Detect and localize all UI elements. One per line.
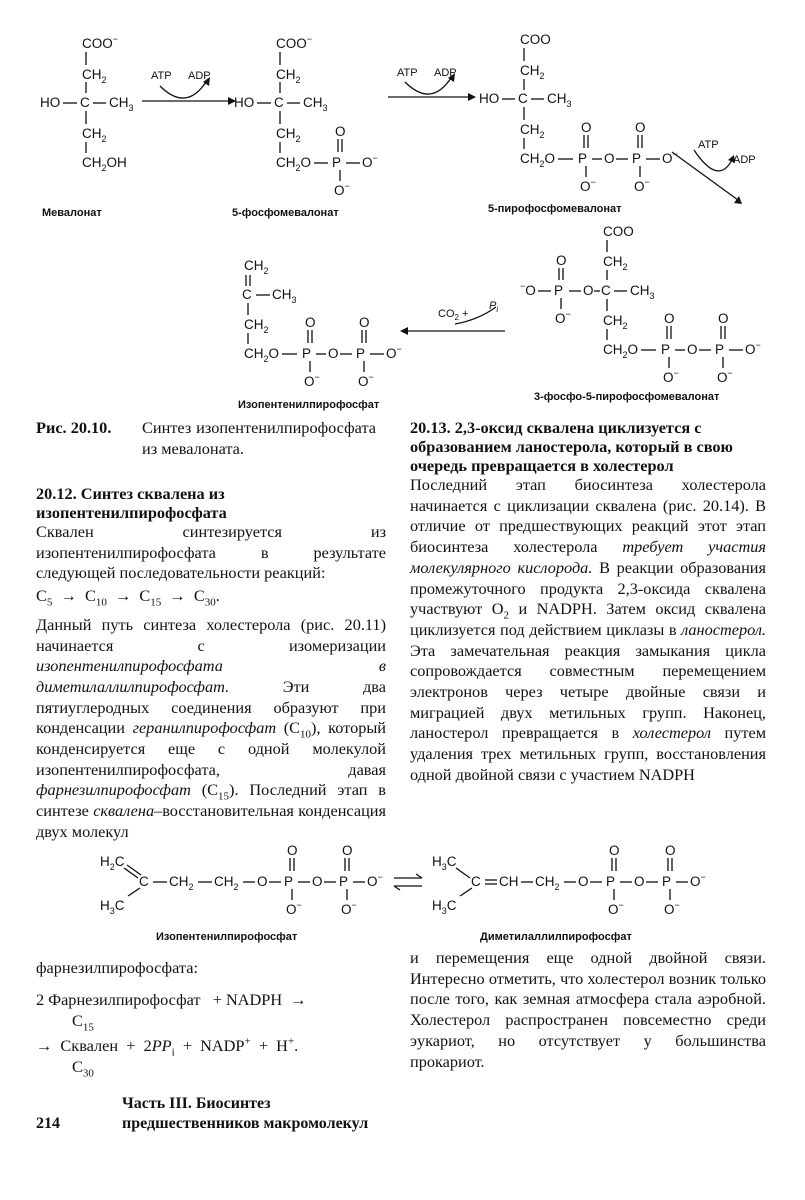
left-paragraph-1: Сквален синтезируется из изопентенилпирофосфата в результате следующей последовательности реакций:	[36, 522, 386, 583]
svg-text:O: O	[687, 342, 698, 357]
svg-text:C: C	[601, 283, 611, 298]
svg-text:O−: O−	[367, 872, 383, 889]
svg-text:O−: O−	[717, 368, 733, 385]
pyrophosphomevalonate-structure	[479, 32, 678, 194]
figure-isomerization	[0, 830, 805, 950]
svg-text:O−: O−	[304, 372, 320, 389]
svg-text:O: O	[634, 874, 645, 889]
svg-text:O: O	[581, 120, 592, 135]
squalene-equation-sub-2: $C_{30}$	[72, 1057, 94, 1080]
svg-text:CH2: $CH_2$	[603, 313, 628, 331]
label-pyrophosphomevalonate: 5-пирофосфомевалонат	[488, 203, 622, 215]
svg-text:O−: O−	[663, 368, 679, 385]
svg-text:−O: −O	[520, 281, 536, 298]
reaction-arrow-2	[388, 67, 476, 101]
svg-text:CH3: $CH_3$	[109, 95, 134, 113]
svg-text:CH2: $CH_2$	[82, 67, 107, 85]
svg-text:O−: O−	[608, 900, 624, 917]
reaction-arrow-1	[142, 70, 236, 105]
svg-text:P: P	[339, 874, 349, 889]
svg-text:Pi: $P_i$	[489, 300, 499, 314]
label-mevalonate: Мевалонат	[42, 207, 102, 219]
svg-text:P: P	[302, 346, 312, 361]
figure-caption	[36, 418, 376, 459]
right-paragraph: Последний этап биосинтеза холестерола начинается с циклизации сквалена (рис. 20.14). В отличие от предшествующих реакций этот этап биосинтеза холестерола требует участия молекулярного кислорода. В реакции образования промежуточного продукта 2,3-оксида сквалена участвуют $O_2$ и NADPH. Затем оксид сквалена циклизуется под действием циклазы в ланостерол. Эта замечательная реакция замыкания цикла сопровождается совместным перемещением электронов через четыре двойные связи и миграцией двух метильных групп. Наконец, ланостерол превращается в холестерол путем удаления трех метильных групп, восстановления одной двойной связи с участием NADPH	[410, 475, 767, 784]
left-column	[36, 484, 386, 843]
svg-text:O−: O−	[341, 900, 357, 917]
bottom-right-column	[410, 948, 766, 1072]
svg-text:CH2: $CH_2$	[276, 67, 301, 85]
svg-text:CH2O: $CH_2O$	[244, 346, 280, 364]
squalene-equation-line-2: → Сквален + $2PP_i$ + NADP+ + H+.	[36, 1035, 299, 1059]
svg-text:P: P	[554, 283, 564, 298]
svg-text:CO2 +: $CO_2$ +	[438, 308, 469, 322]
svg-text:O: O	[342, 843, 353, 858]
reaction-arrow-4	[400, 300, 505, 335]
svg-text:O−: O−	[362, 153, 378, 170]
svg-text:CH2: $CH_2$	[603, 254, 628, 272]
svg-text:COO: COO	[520, 32, 551, 47]
svg-text:P: P	[715, 342, 725, 357]
svg-text:ATP: ATP	[151, 70, 172, 82]
svg-text:ATP: ATP	[698, 139, 719, 151]
section-heading-20-13: 20.13. 2,3-оксид сквалена циклизуется с образованием ланостерола, который в свою очередь превращается в холестерол	[410, 418, 733, 475]
svg-text:CH2: $CH_2$	[244, 258, 269, 276]
svg-text:HO: HO	[40, 95, 61, 110]
svg-text:O: O	[664, 311, 675, 326]
svg-text:O: O	[609, 843, 620, 858]
svg-text:P: P	[356, 346, 366, 361]
svg-text:O−: O−	[580, 177, 596, 194]
phospho-pyrophosphomevalonate-structure	[520, 224, 761, 385]
svg-text:O: O	[718, 311, 729, 326]
svg-text:CH2: $CH_2$	[214, 874, 239, 892]
svg-text:P: P	[662, 874, 672, 889]
label-phosphomevalonate: 5-фосфомевалонат	[232, 207, 339, 219]
svg-text:O: O	[287, 843, 298, 858]
ipp-structure-top	[242, 258, 402, 389]
svg-text:HO: HO	[234, 95, 255, 110]
svg-text:O−: O−	[664, 900, 680, 917]
svg-text:O−: O−	[386, 344, 402, 361]
page-number: 214	[36, 1115, 60, 1132]
svg-text:O−: O−	[745, 340, 761, 357]
svg-text:COO−: COO−	[276, 34, 313, 51]
svg-text:O: O	[635, 120, 646, 135]
svg-text:O−: O−	[358, 372, 374, 389]
bottom-left-column	[36, 958, 386, 979]
svg-text:CH3: $CH_3$	[547, 91, 572, 109]
dmapp-structure	[432, 843, 706, 917]
svg-text:O−: O−	[634, 177, 650, 194]
ipp-structure-mid	[100, 843, 383, 917]
svg-text:C: C	[242, 287, 252, 302]
right-column	[410, 418, 766, 786]
svg-text:COO: COO	[603, 224, 634, 239]
mevalonate-structure	[40, 34, 134, 173]
bottom-right-paragraph: и перемещения еще одной двойной связи. Интересно отметить, что холестерол возник только после того, как земная атмосфера стала аэробной. Холестерол распространен повсеместно среди эукариот, но отсутствует у большинства прокариот.	[410, 948, 766, 1071]
svg-text:P: P	[332, 155, 342, 170]
svg-text:O−: O−	[555, 309, 571, 326]
svg-text:CH3: $CH_3$	[303, 95, 328, 113]
figure-number: Рис. 20.10.	[36, 418, 112, 437]
svg-text:O: O	[312, 874, 323, 889]
svg-text:HO: HO	[479, 91, 500, 106]
squalene-equation-line-1: 2 Фарнезилпирофосфат + NADPH →	[36, 990, 307, 1009]
svg-text:CH: CH	[499, 874, 519, 889]
svg-text:C: C	[80, 95, 90, 110]
svg-text:C: C	[274, 95, 284, 110]
svg-text:CH3: $CH_3$	[272, 287, 297, 305]
phosphomevalonate-structure	[234, 34, 378, 198]
svg-text:O: O	[583, 283, 594, 298]
svg-text:H3C: $H_3C$	[432, 898, 457, 916]
svg-text:ADP: ADP	[434, 67, 457, 79]
svg-text:CH2O: $CH_2O$	[520, 151, 556, 169]
svg-text:CH2O: $CH_2O$	[276, 155, 312, 173]
svg-text:ATP: ATP	[397, 67, 418, 79]
svg-text:O−: O−	[334, 181, 350, 198]
left-paragraph-2: Данный путь синтеза холестерола (рис. 20.11) начинается с изомеризации изопентенилпирофосфата в диметилаллилпирофосфат. Эти два пятиуглеродных соединения образуют при конденсации геранилпирофосфат $(C_{10})$, который конденсируется еще с одной молекулой изопентенилпирофосфата, давая фарнезилпирофосфат $(C_{15})$. Последний этап в синтезе сквалена–восстановительная конденсация двух молекул	[36, 614, 386, 841]
label-ipp-top: Изопентенилпирофосфат	[238, 399, 380, 411]
svg-text:CH2: $CH_2$	[520, 122, 545, 140]
svg-text:O−: O−	[690, 872, 706, 889]
svg-text:H3C: $H_3C$	[432, 854, 457, 872]
svg-text:ADP: ADP	[188, 70, 211, 82]
section-heading-20-12: 20.12. Синтез сквалена из изопентенилпирофосфата	[36, 484, 227, 522]
svg-text:C: C	[518, 91, 528, 106]
running-footer: Часть III. Биосинтез предшественников макромолекул	[122, 1095, 369, 1132]
label-phospho-pyrophosphomevalonate: 3-фосфо-5-пирофосфомевалонат	[534, 391, 720, 403]
svg-text:P: P	[632, 151, 642, 166]
svg-text:ADP: ADP	[733, 154, 756, 166]
svg-text:O: O	[335, 124, 346, 139]
svg-text:O: O	[305, 315, 316, 330]
reaction-arrow-3	[672, 139, 756, 204]
figure-caption-text: Синтез изопентенилпирофосфата из мевалоната.	[142, 418, 376, 458]
bottom-left-lead: фарнезилпирофосфата:	[36, 958, 198, 977]
svg-text:P: P	[578, 151, 588, 166]
svg-text:O: O	[604, 151, 615, 166]
svg-text:O: O	[556, 253, 567, 268]
coo-label: COO−	[82, 34, 119, 51]
svg-text:O: O	[359, 315, 370, 330]
svg-text:H2C: $H_2C$	[100, 854, 125, 872]
reaction-sequence: $C_5 \to C_{10} \to C_{15} \to C_{30}$.	[36, 586, 220, 609]
svg-text:CH2: $CH_2$	[276, 126, 301, 144]
svg-text:CH2: $CH_2$	[520, 63, 545, 81]
svg-text:O: O	[328, 346, 339, 361]
svg-text:CH2OH: $CH_2OH$	[82, 155, 127, 173]
svg-text:O: O	[578, 874, 589, 889]
svg-text:O: O	[257, 874, 268, 889]
svg-text:O: O	[665, 843, 676, 858]
squalene-equation-sub-1: $C_{15}$	[72, 1011, 94, 1034]
svg-text:CH2O: $CH_2O$	[603, 342, 639, 360]
svg-text:CH2: $CH_2$	[169, 874, 194, 892]
equilibrium-arrow	[394, 874, 422, 890]
label-ipp-mid: Изопентенилпирофосфат	[156, 931, 298, 943]
svg-text:C: C	[139, 874, 149, 889]
label-dmapp: Диметилаллилпирофосфат	[480, 931, 632, 943]
svg-text:O−: O−	[662, 149, 678, 166]
figure-mevalonate-pathway	[0, 0, 805, 420]
svg-text:P: P	[606, 874, 616, 889]
svg-text:H3C: $H_3C$	[100, 898, 125, 916]
svg-text:C: C	[471, 874, 481, 889]
svg-text:CH2: $CH_2$	[82, 126, 107, 144]
svg-text:CH2: $CH_2$	[535, 874, 560, 892]
svg-text:CH3: $CH_3$	[630, 283, 655, 301]
svg-text:P: P	[661, 342, 671, 357]
svg-text:P: P	[284, 874, 294, 889]
svg-text:CH2: $CH_2$	[244, 317, 269, 335]
svg-text:O−: O−	[286, 900, 302, 917]
